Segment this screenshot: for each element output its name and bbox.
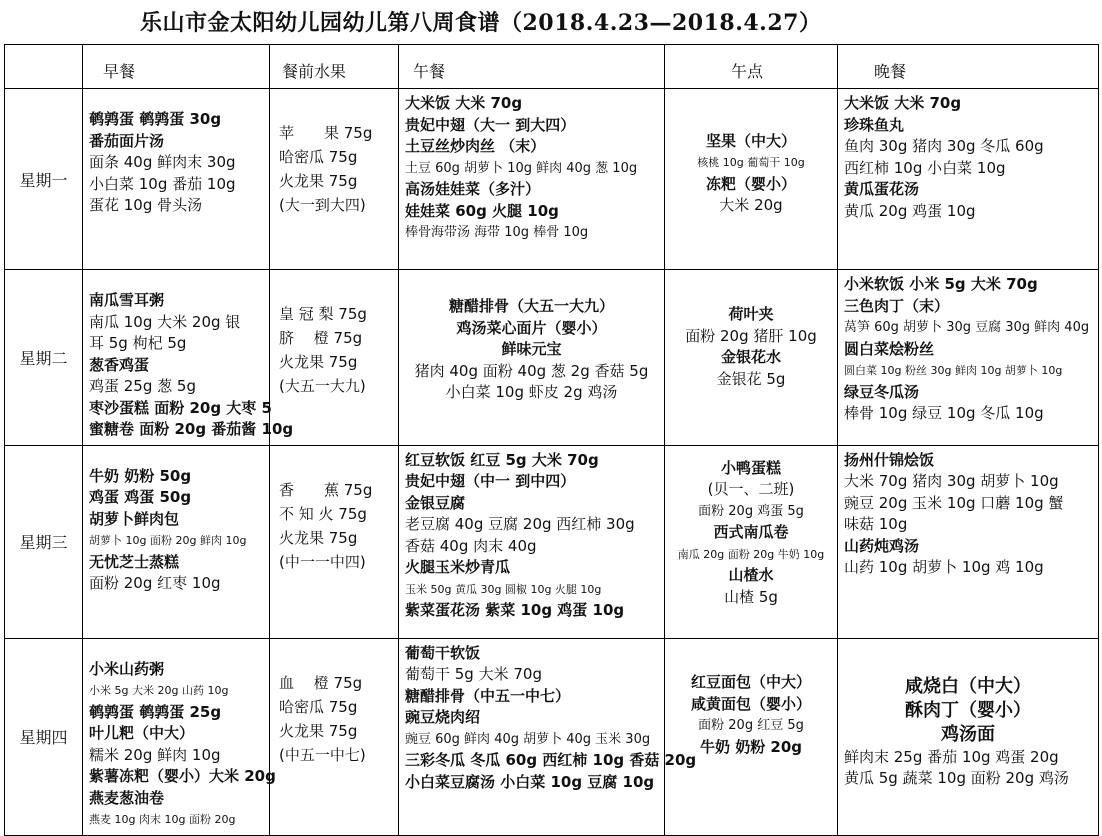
- snack-line: 山楂水: [728, 566, 774, 584]
- header-snack: 午点: [665, 45, 838, 89]
- lunch-line: 玉米 50g 黄瓜 30g 圆椒 10g 火腿 10g: [405, 582, 602, 596]
- day-label: 星期四: [5, 638, 83, 835]
- menu-row: [5, 270, 1099, 446]
- dinner-cell: [838, 89, 1099, 270]
- lunch-line: 糖醋排骨（中五一中七）: [405, 686, 571, 705]
- fruit-line: 脐 橙 75g: [279, 329, 363, 347]
- breakfast-line: 蜜糖卷 面粉 20g 番茄酱 10g: [89, 420, 294, 438]
- fruit-line: 哈密瓜 75g: [279, 148, 358, 166]
- snack-cell: [665, 638, 838, 835]
- fruit-line: 皇 冠 梨 75g: [279, 305, 367, 323]
- lunch-line: 糖醋排骨（大五一大九）: [448, 297, 614, 315]
- dinner-line: 鱼肉 30g 猪肉 30g 冬瓜 60g: [844, 137, 1044, 155]
- snack-line: 金银花水: [720, 348, 781, 366]
- dinner-line: 大米 70g 猪肉 30g 胡萝卜 10g: [844, 472, 1059, 490]
- breakfast-line: 葱香鸡蛋: [89, 355, 150, 374]
- snack-line: 金银花 5g: [716, 369, 786, 388]
- breakfast-line: 燕麦 10g 肉末 10g 面粉 20g: [89, 813, 236, 826]
- breakfast-line: 胡萝卜 10g 面粉 20g 鲜肉 10g: [89, 534, 247, 547]
- snack-line: 冻粑（婴小）: [705, 174, 796, 193]
- snack-line: 面粉 20g 红豆 5g: [698, 718, 804, 733]
- lunch-line: 鸡汤菜心面片（婴小）: [456, 318, 607, 337]
- menu-table: [4, 44, 1099, 836]
- dinner-cell: [838, 638, 1099, 835]
- breakfast-line: 鹌鹑蛋 鹌鹑蛋 25g: [89, 702, 222, 721]
- fruit-line: 火龙果 75g: [279, 353, 358, 371]
- dinner-cell: [838, 270, 1099, 446]
- header-lunch: 午餐: [399, 45, 665, 89]
- snack-line: 荷叶夹: [728, 305, 774, 323]
- lunch-line: 高汤娃娃菜（多汁）: [405, 180, 541, 198]
- fruit-line: 香 蕉 75g: [279, 480, 373, 499]
- fruit-cell: [270, 89, 399, 270]
- dinner-line: 鲜肉末 25g 番茄 10g 鸡蛋 20g: [844, 747, 1059, 766]
- snack-line: 咸黄面包（婴小）: [690, 694, 811, 713]
- lunch-line: 土豆丝炒肉丝 （末）: [405, 137, 546, 155]
- fruit-line: 苹 果 75g: [279, 124, 373, 142]
- breakfast-line: 叶儿粑（中大）: [89, 724, 195, 742]
- breakfast-line: 番茄面片汤: [89, 131, 165, 150]
- snack-cell: [665, 445, 838, 638]
- snack-line: 大米 20g: [719, 196, 783, 214]
- breakfast-line: 鸡蛋 25g 葱 5g: [89, 377, 196, 395]
- lunch-line: 葡萄干 5g 大米 70g: [405, 665, 542, 683]
- snack-line: 山楂 5g: [724, 587, 778, 606]
- dinner-dish-title: 鸡汤面: [941, 723, 995, 745]
- snack-line: 西式南瓜卷: [713, 523, 789, 541]
- breakfast-cell: [83, 638, 276, 835]
- dinner-line: 山药 10g 胡萝卜 10g 鸡 10g: [844, 558, 1044, 576]
- lunch-line: 小白菜豆腐汤 小白菜 10g 豆腐 10g: [405, 772, 655, 791]
- lunch-line: 贵妃中翅（大一 到大四）: [405, 115, 576, 134]
- fruit-line: 火龙果 75g: [279, 721, 358, 740]
- lunch-line: 猪肉 40g 面粉 40g 葱 2g 香菇 5g: [414, 361, 649, 380]
- breakfast-line: 糯米 20g 鲜肉 10g: [89, 745, 221, 764]
- fruit-line: 哈密瓜 75g: [279, 697, 358, 716]
- dinner-line: 西红柿 10g 小白菜 10g: [844, 158, 1006, 177]
- breakfast-cell: [83, 270, 294, 446]
- dinner-line: 黄瓜蛋花汤: [844, 180, 920, 198]
- snack-line: 坚果（中大）: [705, 131, 796, 150]
- dinner-line: 黄瓜 20g 鸡蛋 10g: [844, 201, 976, 220]
- breakfast-line: 小米 5g 大米 20g 山药 10g: [89, 684, 229, 697]
- breakfast-line: 面条 40g 鲜肉末 30g: [89, 153, 236, 171]
- breakfast-line: 鸡蛋 鸡蛋 50g: [89, 488, 192, 506]
- breakfast-line: 小白菜 10g 番茄 10g: [89, 174, 236, 193]
- breakfast-line: 小米山药粥: [89, 659, 165, 678]
- lunch-line: 鲜味元宝: [501, 340, 562, 358]
- breakfast-line: 面粉 20g 红枣 10g: [89, 574, 221, 592]
- lunch-line: 红豆软饭 红豆 5g 大米 70g: [405, 450, 599, 469]
- breakfast-line: 耳 5g 枸杞 5g: [89, 334, 187, 352]
- menu-row: [5, 638, 1099, 835]
- breakfast-line: 南瓜雪耳粥: [89, 291, 165, 309]
- lunch-line: 葡萄干软饭: [405, 643, 481, 662]
- header-empty: [5, 45, 83, 89]
- fruit-line: (大五一大九): [279, 377, 366, 395]
- day-label: 星期一: [5, 89, 83, 270]
- dinner-line: 棒骨 10g 绿豆 10g 冬瓜 10g: [844, 404, 1044, 422]
- fruit-line: (大一到大四): [279, 196, 366, 214]
- dinner-line: 味菇 10g: [844, 515, 908, 533]
- fruit-line: 血 橙 75g: [279, 673, 363, 692]
- dinner-line: 三色肉丁（末）: [844, 296, 950, 315]
- dinner-line: 大米饭 大米 70g: [844, 94, 962, 112]
- menu-row: [5, 89, 1099, 270]
- lunch-line: 紫菜蛋花汤 紫菜 10g 鸡蛋 10g: [405, 601, 625, 619]
- header-row: [5, 45, 1099, 89]
- snack-line: (贝一、二班): [707, 480, 795, 498]
- dinner-dish-title: 酥肉丁（婴小）: [905, 699, 1031, 721]
- breakfast-line: 枣沙蛋糕 面粉 20g 大枣 5: [89, 398, 272, 417]
- fruit-cell: [270, 638, 399, 835]
- dinner-line: 小米软饭 小米 5g 大米 70g: [844, 275, 1038, 293]
- lunch-cell: [399, 89, 665, 270]
- lunch-line: 小白菜 10g 虾皮 2g 鸡汤: [445, 383, 618, 401]
- lunch-line: 老豆腐 40g 豆腐 20g 西红柿 30g: [405, 515, 635, 533]
- header-dinner: 晚餐: [838, 45, 1099, 89]
- breakfast-line: 燕麦葱油卷: [89, 788, 165, 807]
- lunch-line: 棒骨海带汤 海带 10g 棒骨 10g: [405, 225, 589, 240]
- dinner-line: 扬州什锦烩饭: [844, 450, 935, 469]
- breakfast-line: 无忧芝士蒸糕: [89, 552, 180, 571]
- header-fruit: 餐前水果: [270, 45, 399, 89]
- snack-line: 牛奶 奶粉 20g: [699, 737, 803, 756]
- dinner-line: 绿豆冬瓜汤: [844, 382, 920, 401]
- lunch-line: 贵妃中翅（中一 到中四）: [405, 472, 576, 490]
- fruit-cell: [270, 270, 399, 446]
- dinner-line: 圆白菜烩粉丝: [844, 339, 935, 358]
- dinner-line: 圆白菜 10g 粉丝 30g 鲜肉 10g 胡萝卜 10g: [844, 364, 1063, 377]
- fruit-line: 火龙果 75g: [279, 528, 358, 547]
- lunch-line: 土豆 60g 胡萝卜 10g 鲜肉 40g 葱 10g: [405, 160, 638, 176]
- snack-line: 核桃 10g 葡萄干 10g: [697, 156, 805, 169]
- dinner-line: 莴笋 60g 胡萝卜 30g 豆腐 30g 鲜肉 40g: [844, 320, 1090, 335]
- lunch-line: 火腿玉米炒青瓜: [405, 558, 511, 576]
- breakfast-line: 蛋花 10g 骨头汤: [89, 196, 203, 214]
- lunch-line: 金银豆腐: [405, 493, 466, 512]
- dinner-line: 珍珠鱼丸: [844, 115, 905, 134]
- dinner-line: 黄瓜 5g 蔬菜 10g 面粉 20g 鸡汤: [844, 769, 1069, 787]
- dinner-line: 山药炖鸡汤: [844, 536, 920, 555]
- breakfast-line: 南瓜 10g 大米 20g 银: [89, 312, 241, 331]
- lunch-line: 香菇 40g 肉末 40g: [405, 536, 537, 555]
- lunch-cell: [399, 638, 697, 835]
- breakfast-line: 鹌鹑蛋 鹌鹑蛋 30g: [89, 110, 222, 128]
- snack-line: 南瓜 20g 面粉 20g 牛奶 10g: [677, 547, 825, 561]
- snack-line: 面粉 20g 猪肝 10g: [685, 326, 817, 345]
- day-label: 星期三: [5, 445, 83, 638]
- breakfast-cell: [83, 445, 270, 638]
- fruit-line: 不 知 火 75g: [279, 504, 367, 523]
- snack-line: 红豆面包（中大）: [690, 673, 811, 691]
- lunch-line: 三彩冬瓜 冬瓜 60g 西红柿 10g 香菇 20g: [405, 751, 697, 769]
- snack-line: 面粉 20g 鸡蛋 5g: [698, 503, 804, 519]
- lunch-cell: [399, 445, 665, 638]
- page-title: 乐山市金太阳幼儿园幼儿第八周食谱（2018.4.23—2018.4.27）: [140, 10, 822, 36]
- fruit-line: 火龙果 75g: [279, 172, 358, 190]
- fruit-line: (中一一中四): [279, 552, 366, 571]
- menu-row: [5, 445, 1099, 638]
- breakfast-line: 牛奶 奶粉 50g: [89, 466, 192, 485]
- breakfast-cell: [83, 89, 270, 270]
- dinner-line: 豌豆 20g 玉米 10g 口蘑 10g 蟹: [844, 493, 1064, 512]
- snack-cell: [665, 270, 838, 446]
- breakfast-line: 紫薯冻粑（婴小）大米 20g: [89, 767, 276, 785]
- lunch-line: 大米饭 大米 70g: [405, 94, 523, 112]
- header-breakfast: 早餐: [83, 45, 270, 89]
- dinner-cell: [838, 445, 1099, 638]
- lunch-line: 娃娃菜 60g 火腿 10g: [405, 201, 559, 220]
- dinner-dish-title: 咸烧白（中大）: [905, 675, 1031, 697]
- snack-cell: [665, 89, 838, 270]
- fruit-line: (中五一中七): [279, 745, 366, 764]
- lunch-line: 豌豆烧肉绍: [405, 708, 481, 726]
- snack-line: [671, 109, 831, 131]
- lunch-line: 豌豆 60g 鲜肉 40g 胡萝卜 40g 玉米 30g: [405, 731, 651, 747]
- lunch-cell: [399, 270, 665, 446]
- snack-line: 小鸭蛋糕: [720, 458, 781, 477]
- day-label: 星期二: [5, 270, 83, 446]
- fruit-cell: [270, 445, 399, 638]
- snack-line: [671, 651, 831, 673]
- breakfast-line: 胡萝卜鲜肉包: [89, 509, 180, 528]
